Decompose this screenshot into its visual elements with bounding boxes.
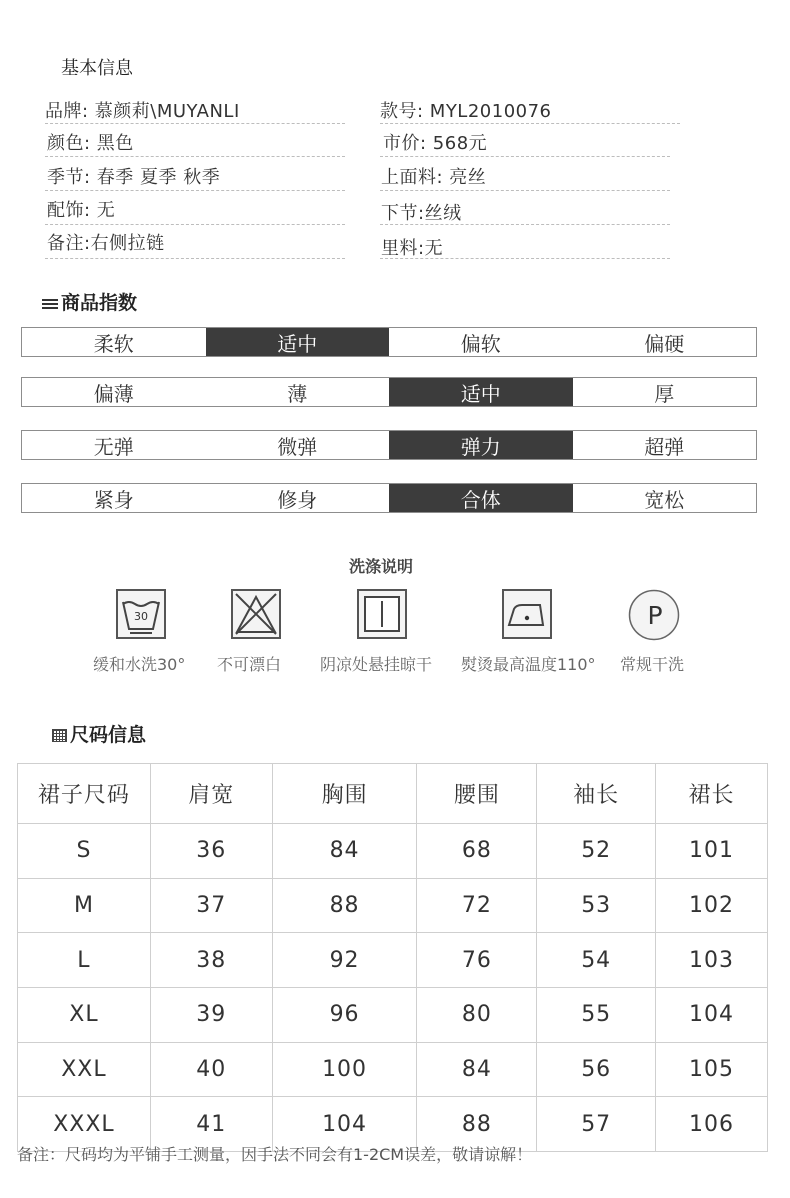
- dry-clean-badge: P: [647, 601, 663, 630]
- lower-fabric-text: 下节:丝绒: [381, 203, 462, 224]
- table-cell: 96: [272, 988, 417, 1043]
- divider: [45, 258, 345, 259]
- table-cell: 37: [150, 878, 272, 933]
- table-cell: 88: [272, 878, 417, 933]
- index-option: 修身: [277, 487, 318, 512]
- index-option: 微弹: [277, 434, 318, 459]
- index-option: 薄: [287, 381, 308, 406]
- table-header: 腰围: [417, 764, 537, 824]
- fit-index-bar: [21, 483, 757, 513]
- table-header: 肩宽: [150, 764, 272, 824]
- thickness-index-bar: [21, 377, 757, 407]
- table-cell: 103: [656, 933, 768, 988]
- table-cell: 106: [656, 1097, 768, 1152]
- table-cell: 105: [656, 1042, 768, 1097]
- table-row: [18, 1042, 768, 1097]
- table-cell: 56: [537, 1042, 656, 1097]
- no-bleach-icon: [231, 589, 281, 643]
- index-option-selected: 适中: [206, 328, 390, 356]
- divider: [45, 156, 345, 157]
- washing-title: 洗涤说明: [348, 557, 413, 576]
- table-cell: L: [18, 933, 151, 988]
- table-row: [18, 824, 768, 879]
- index-option-selected: 合体: [389, 484, 573, 512]
- brand-text: 品牌: 慕颜莉\MUYANLI: [45, 101, 240, 122]
- index-option: 紧身: [93, 487, 134, 512]
- table-cell: 53: [537, 878, 656, 933]
- table-cell: M: [18, 878, 151, 933]
- product-index-label: 商品指数: [61, 292, 138, 314]
- remark-text: 备注:右侧拉链: [47, 233, 165, 254]
- index-option: 偏薄: [93, 381, 134, 406]
- index-option: 偏硬: [644, 331, 685, 356]
- index-option: 厚: [654, 381, 675, 406]
- index-option: 偏软: [460, 331, 501, 356]
- divider: [380, 123, 680, 124]
- table-row: [18, 933, 768, 988]
- wash-label: 熨烫最高温度110°: [461, 655, 596, 674]
- divider: [380, 156, 670, 157]
- wash-30-badge: 30: [134, 610, 148, 623]
- table-cell: 88: [417, 1097, 537, 1152]
- size-table: [17, 763, 768, 1152]
- table-cell: 84: [272, 824, 417, 879]
- divider: [380, 190, 670, 191]
- list-icon: [42, 298, 58, 310]
- table-cell: 80: [417, 988, 537, 1043]
- wash-30-icon: [116, 589, 166, 643]
- size-info-label: 尺码信息: [70, 724, 147, 746]
- index-option-selected: 适中: [389, 378, 573, 406]
- style-number-text: 款号: MYL2010076: [380, 101, 552, 122]
- hang-dry-shade-icon: [357, 589, 407, 643]
- elasticity-index-bar: [21, 430, 757, 460]
- table-cell: 36: [150, 824, 272, 879]
- table-cell: XXXL: [18, 1097, 151, 1152]
- table-cell: 76: [417, 933, 537, 988]
- divider: [380, 258, 670, 259]
- season-text: 季节: 春季 夏季 秋季: [47, 167, 221, 188]
- table-cell: 38: [150, 933, 272, 988]
- table-header: 袖长: [537, 764, 656, 824]
- index-option: 宽松: [644, 487, 685, 512]
- accessories-text: 配饰: 无: [47, 200, 116, 221]
- wash-label: 阴凉处悬挂晾干: [320, 655, 433, 674]
- table-cell: 57: [537, 1097, 656, 1152]
- table-cell: 100: [272, 1042, 417, 1097]
- table-cell: 41: [150, 1097, 272, 1152]
- table-cell: 68: [417, 824, 537, 879]
- wash-label: 缓和水洗30°: [93, 655, 186, 674]
- iron-110-icon: [502, 589, 552, 643]
- market-price-text: 市价: 568元: [383, 133, 488, 154]
- table-header: 胸围: [272, 764, 417, 824]
- table-row: [18, 988, 768, 1043]
- index-option: 超弹: [644, 434, 685, 459]
- size-info-title: [52, 720, 146, 747]
- wash-label: 常规干洗: [620, 655, 685, 674]
- table-header: 裙长: [656, 764, 768, 824]
- wash-label: 不可漂白: [217, 655, 282, 674]
- table-cell: XL: [18, 988, 151, 1043]
- table-cell: 52: [537, 824, 656, 879]
- lining-text: 里料:无: [381, 238, 444, 259]
- divider: [45, 123, 345, 124]
- table-row: [18, 878, 768, 933]
- table-cell: 40: [150, 1042, 272, 1097]
- table-cell: 72: [417, 878, 537, 933]
- softness-index-bar: [21, 327, 757, 357]
- product-index-title: [42, 288, 137, 315]
- measurement-note: 备注：尺码均为平铺手工测量，因手法不同会有1-2CM误差，敬请谅解！: [17, 1145, 533, 1164]
- table-cell: XXL: [18, 1042, 151, 1097]
- table-cell: 102: [656, 878, 768, 933]
- index-option-selected: 弹力: [389, 431, 573, 459]
- table-cell: 84: [417, 1042, 537, 1097]
- table-cell: 92: [272, 933, 417, 988]
- divider: [45, 224, 345, 225]
- divider: [45, 190, 345, 191]
- table-cell: 104: [656, 988, 768, 1043]
- table-cell: 39: [150, 988, 272, 1043]
- dry-clean-p-icon: [628, 589, 680, 645]
- table-header-row: [18, 764, 768, 824]
- table-header: 裙子尺码: [18, 764, 151, 824]
- table-cell: S: [18, 824, 151, 879]
- upper-fabric-text: 上面料: 亮丝: [381, 167, 487, 188]
- divider: [380, 224, 670, 225]
- table-cell: 55: [537, 988, 656, 1043]
- basic-info-title: 基本信息: [61, 58, 133, 79]
- table-cell: 104: [272, 1097, 417, 1152]
- index-option: 无弹: [93, 434, 134, 459]
- color-text: 颜色: 黑色: [47, 133, 134, 154]
- table-cell: 101: [656, 824, 768, 879]
- table-cell: 54: [537, 933, 656, 988]
- index-option: 柔软: [93, 331, 134, 356]
- table-icon: [52, 729, 67, 742]
